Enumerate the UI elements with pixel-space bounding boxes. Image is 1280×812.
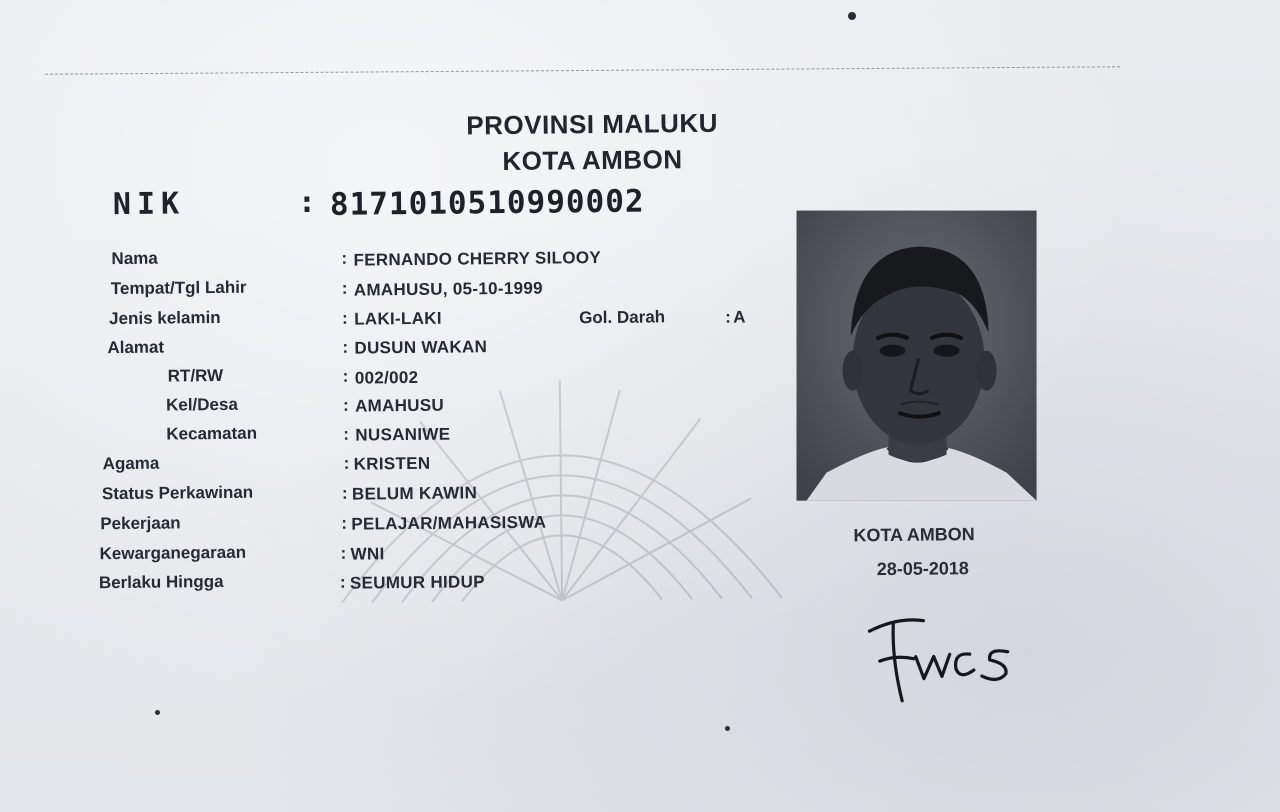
field-separator: : xyxy=(342,366,349,386)
field-separator: : xyxy=(341,278,348,298)
field-label-nama: Nama xyxy=(111,248,158,269)
nik-separator: : xyxy=(297,184,317,221)
field-value-valid-until: SEUMUR HIDUP xyxy=(349,572,485,593)
field-value-nationality: WNI xyxy=(350,544,385,564)
field-label-gender: Jenis kelamin xyxy=(109,307,221,329)
blood-type-separator: : xyxy=(725,307,731,327)
blood-type-label: Gol. Darah xyxy=(579,307,666,328)
field-value-religion: KRISTEN xyxy=(353,453,431,474)
field-separator: : xyxy=(341,513,348,533)
nik-label: NIK xyxy=(112,186,186,223)
field-label-district: Kecamatan xyxy=(166,423,258,444)
field-label-village: Kel/Desa xyxy=(165,394,238,415)
field-label-birth: Tempat/Tgl Lahir xyxy=(110,277,247,299)
field-value-marital: BELUM KAWIN xyxy=(351,483,478,504)
province-title: PROVINSI MALUKU xyxy=(466,107,719,141)
field-label-occupation: Pekerjaan xyxy=(100,513,181,534)
id-photo xyxy=(797,211,1037,501)
field-value-village: AMAHUSU xyxy=(354,395,445,416)
field-separator: : xyxy=(342,308,348,328)
field-label-religion: Agama xyxy=(102,453,160,474)
field-label-nationality: Kewarganegaraan xyxy=(99,542,247,564)
field-separator: : xyxy=(341,248,348,268)
city-title: KOTA AMBON xyxy=(502,144,683,177)
signature xyxy=(857,608,1028,710)
field-separator: : xyxy=(340,543,347,563)
field-label-marital: Status Perkawinan xyxy=(101,482,254,504)
field-separator: : xyxy=(343,453,350,473)
field-value-gender: LAKI-LAKI xyxy=(354,308,442,329)
garuda-watermark xyxy=(299,268,823,693)
nik-value: 8171010510990002 xyxy=(329,183,645,223)
issue-date: 28-05-2018 xyxy=(876,558,969,580)
field-value-address: DUSUN WAKAN xyxy=(354,337,488,358)
field-separator: : xyxy=(341,483,348,503)
blood-type-value: A xyxy=(733,307,746,327)
field-value-birth: AMAHUSU, 05-10-1999 xyxy=(353,278,543,300)
card-header xyxy=(437,104,748,179)
person-portrait-icon xyxy=(797,211,1037,501)
field-value-rtrw: 002/002 xyxy=(354,367,419,388)
field-label-valid-until: Berlaku Hingga xyxy=(98,571,224,593)
field-value-occupation: PELAJAR/MAHASISWA xyxy=(351,512,547,534)
field-label-address: Alamat xyxy=(107,337,165,358)
field-separator: : xyxy=(342,395,349,415)
field-separator: : xyxy=(343,424,350,444)
field-separator: : xyxy=(339,572,346,592)
field-label-rtrw: RT/RW xyxy=(167,365,224,386)
field-value-nama: FERNANDO CHERRY SILOOY xyxy=(353,247,602,270)
field-value-district: NUSANIWE xyxy=(355,424,451,445)
issue-place: KOTA AMBON xyxy=(853,524,975,546)
field-separator: : xyxy=(342,337,349,357)
